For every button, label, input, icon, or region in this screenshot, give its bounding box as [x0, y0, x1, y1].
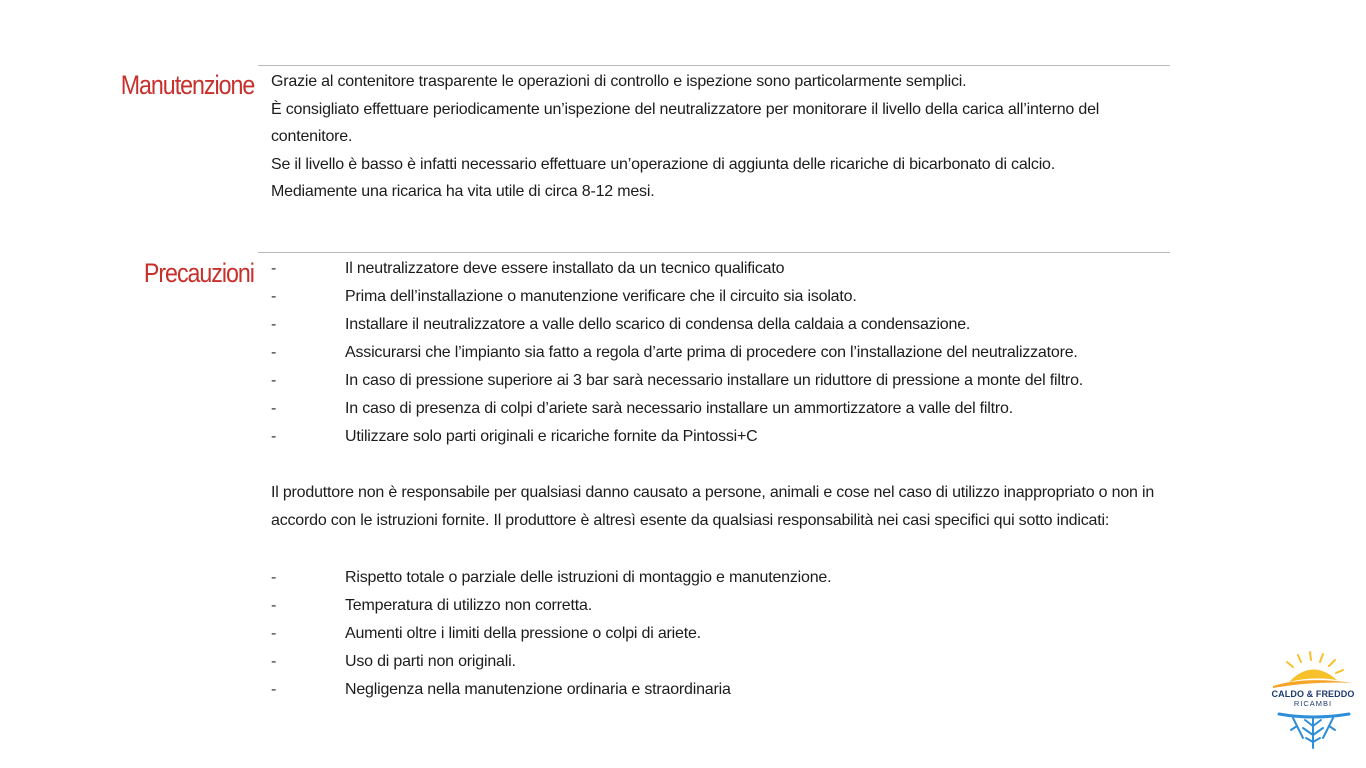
maintenance-divider — [258, 65, 1170, 66]
list-item — [271, 564, 1171, 592]
list-item-text: Rispetto totale o parziale delle istruzioni di montaggio e manutenzione. — [345, 569, 832, 586]
list-item — [271, 367, 1171, 395]
bullet-dash: - — [271, 288, 277, 305]
maintenance-heading: Manutenzione — [120, 70, 254, 100]
disclaimer-text: Il produttore non è responsabile per qualsiasi danno causato a persone, animali e cose nel caso di utilizzo inappropriato o non in accordo con le istruzioni fornite. Il produttore è altresì esente da qualsiasi responsabilità nei casi specifici qui sotto indicati: — [271, 484, 1155, 529]
list-item-text: Uso di parti non originali. — [345, 653, 516, 670]
exceptions-list — [271, 564, 1171, 704]
exceptions-body — [271, 564, 1171, 704]
disclaimer-paragraph — [271, 479, 1171, 534]
list-item-text: Temperatura di utilizzo non corretta. — [345, 597, 592, 614]
list-item-text: Utilizzare solo parti originali e ricariche fornite da Pintossi+C — [345, 428, 758, 445]
list-item-text: Aumenti oltre i limiti della pressione o colpi di ariete. — [345, 625, 701, 642]
list-item-text: Prima dell’installazione o manutenzione verificare che il circuito sia isolato. — [345, 288, 857, 305]
bullet-dash: - — [271, 372, 277, 389]
bullet-dash: - — [271, 400, 277, 417]
maintenance-body — [271, 68, 1171, 206]
list-item — [271, 395, 1171, 423]
bullet-dash: - — [271, 260, 277, 277]
list-item-text: In caso di presenza di colpi d’ariete sarà necessario installare un ammortizzatore a valle del filtro. — [345, 400, 1013, 417]
bullet-dash: - — [271, 597, 277, 614]
snowflake-icon — [1265, 708, 1361, 754]
sun-icon — [1265, 650, 1361, 690]
maintenance-line: Mediamente una ricarica ha vita utile di circa 8-12 mesi. — [271, 183, 655, 200]
bullet-dash: - — [271, 428, 277, 445]
maintenance-line: Grazie al contenitore trasparente le operazioni di controllo e ispezione sono particolarmente semplici. — [271, 73, 967, 90]
logo-brand-subtitle: RICAMBI — [1293, 699, 1333, 708]
list-item-text: Negligenza nella manutenzione ordinaria e straordinaria — [345, 681, 731, 698]
bullet-dash: - — [271, 625, 277, 642]
logo-brand-name: CALDO & FREDDO — [1271, 689, 1355, 699]
bullet-dash: - — [271, 653, 277, 670]
list-item — [271, 620, 1171, 648]
bullet-dash: - — [271, 316, 277, 333]
maintenance-line: Se il livello è basso è infatti necessario effettuare un’operazione di aggiunta delle ricariche di bicarbonato di calcio. — [271, 155, 1055, 173]
list-item — [271, 283, 1171, 311]
bullet-dash: - — [271, 344, 277, 361]
bullet-dash: - — [271, 681, 277, 698]
bullet-dash: - — [271, 569, 277, 586]
list-item — [271, 255, 1171, 283]
list-item-text: Installare il neutralizzatore a valle dello scarico di condensa della caldaia a condensazione. — [345, 316, 971, 333]
list-item — [271, 311, 1171, 339]
maintenance-line: È consigliato effettuare periodicamente un’ispezione del neutralizzatore per monitorare il livello della carica all’interno del contenitore. — [271, 100, 1100, 145]
list-item — [271, 339, 1171, 367]
list-item-text: Il neutralizzatore deve essere installato da un tecnico qualificato — [345, 260, 785, 277]
brand-logo — [1265, 650, 1361, 754]
precautions-body — [271, 255, 1171, 451]
list-item — [271, 648, 1171, 676]
list-item — [271, 592, 1171, 620]
precautions-divider — [258, 252, 1170, 253]
precautions-heading: Precauzioni — [144, 258, 254, 288]
precautions-list — [271, 255, 1171, 451]
list-item — [271, 676, 1171, 704]
list-item-text: In caso di pressione superiore ai 3 bar sarà necessario installare un riduttore di pressione a monte del filtro. — [345, 372, 1084, 389]
list-item-text: Assicurarsi che l’impianto sia fatto a regola d’arte prima di procedere con l’installazione del neutralizzatore. — [345, 344, 1078, 361]
list-item — [271, 423, 1171, 451]
